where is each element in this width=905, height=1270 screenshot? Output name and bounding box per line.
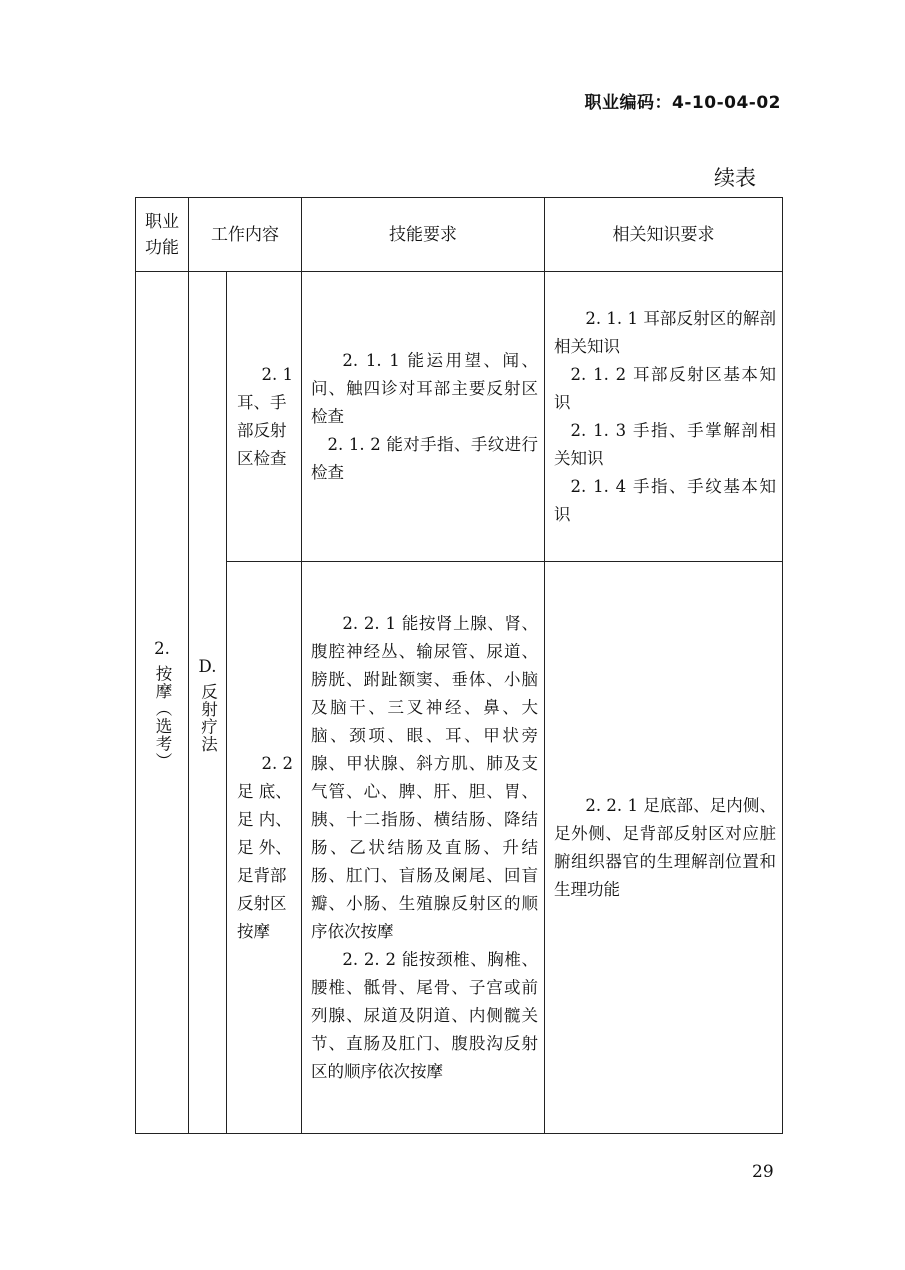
skill-item: 2. 1. 1 能运用望、闻、问、触四诊对耳部主要反射区检查 xyxy=(311,350,538,426)
function-label: 按摩（选考） xyxy=(153,665,172,770)
skill-item: 2. 2. 2 能按颈椎、胸椎、腰椎、骶骨、尾骨、子宫或前列腺、尿道及阴道、内侧髋关节、直肠及肛门、腹股沟反射区的顺序依次按摩 xyxy=(311,949,538,1081)
table-row xyxy=(136,272,783,562)
category-cell xyxy=(189,272,227,1134)
header-skills: 技能要求 xyxy=(302,198,545,272)
skills-cell xyxy=(302,272,545,562)
header-work: 工作内容 xyxy=(189,198,302,272)
skills-table xyxy=(135,197,783,1134)
knowledge-item: 2. 1. 1 耳部反射区的解剖相关知识 xyxy=(554,308,776,356)
category-letter: D. xyxy=(198,656,217,676)
function-number: 2. xyxy=(154,639,170,658)
continued-label: 续表 xyxy=(714,166,756,190)
header-function: 职业 功能 xyxy=(136,198,189,272)
header-knowledge: 相关知识要求 xyxy=(545,198,783,272)
occupation-code: 职业编码：4-10-04-02 xyxy=(584,93,781,113)
page-number: 29 xyxy=(752,1162,774,1182)
knowledge-item: 2. 2. 1 足底部、足内侧、足外侧、足背部反射区对应脏腑组织器官的生理解剖位置和生理功能 xyxy=(554,795,776,899)
function-cell xyxy=(136,272,189,1134)
category-label: 反射疗法 xyxy=(198,682,218,753)
work-content-cell: 2. 2 足 底、 足 内、 足 外、 足背部 反射区 按摩 xyxy=(227,562,302,1134)
table-header-row xyxy=(136,198,783,272)
knowledge-item: 2. 1. 2 耳部反射区基本知识 xyxy=(554,364,776,412)
skills-cell xyxy=(302,562,545,1134)
knowledge-item: 2. 1. 3 手指、手掌解剖相关知识 xyxy=(554,420,776,468)
knowledge-item: 2. 1. 4 手指、手纹基本知识 xyxy=(554,476,776,524)
skill-item: 2. 1. 2 能对手指、手纹进行检查 xyxy=(311,434,538,482)
knowledge-cell xyxy=(545,562,783,1134)
skill-item: 2. 2. 1 能按肾上腺、肾、腹腔神经丛、输尿管、尿道、膀胱、跗趾额窦、垂体、小脑及脑干、三叉神经、鼻、大脑、颈项、眼、耳、甲状旁腺、甲状腺、斜方肌、肺及支气管、心、脾、肝、胆、胃、胰、十二指肠、横结肠、降结肠、乙状结肠及直肠、升结肠、肛门、盲肠及阑尾、回盲瓣、小肠、生殖腺反射区的顺序依次按摩 xyxy=(311,613,538,941)
knowledge-cell xyxy=(545,272,783,562)
table-row xyxy=(136,562,783,1134)
work-content-cell: 2. 1 耳、手 部反射 区检查 xyxy=(227,272,302,562)
